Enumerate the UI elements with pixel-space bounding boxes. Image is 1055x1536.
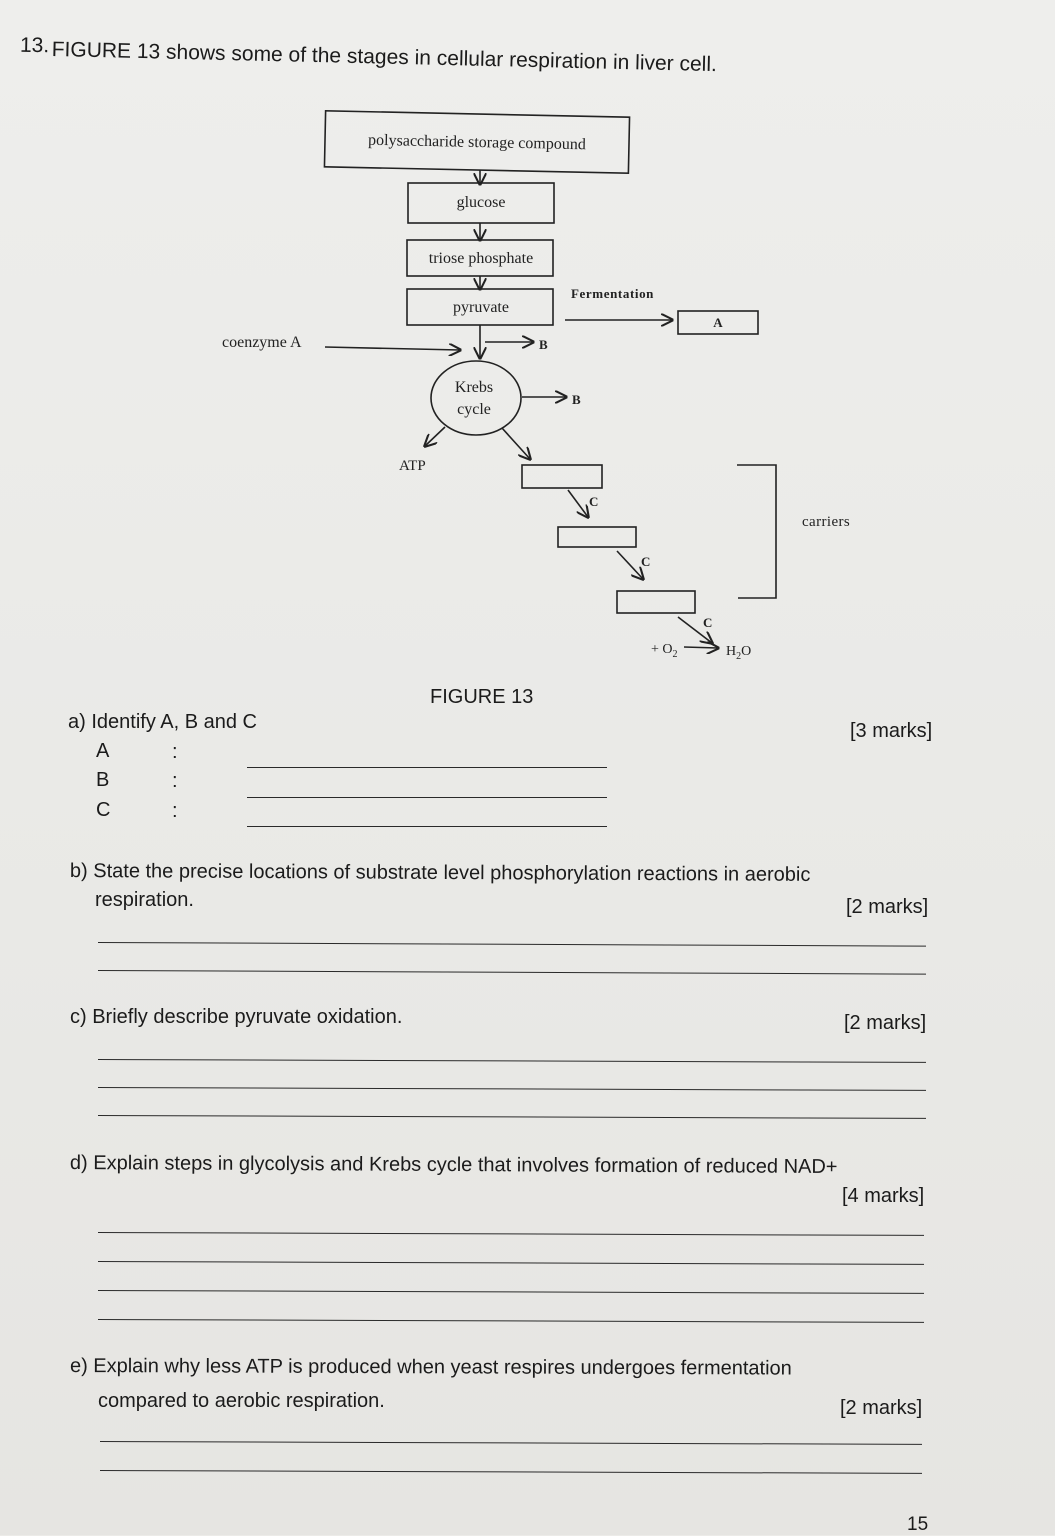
pyruvate-label: pyruvate xyxy=(453,299,509,316)
polysaccharide-label: polysaccharide storage compound xyxy=(367,131,586,154)
part-b-question-line2: respiration. xyxy=(95,889,194,911)
answer-line-c[interactable] xyxy=(247,826,607,827)
question-intro: FIGURE 13 shows some of the stages in cellular respiration in liver cell. xyxy=(51,38,718,77)
answer-colon-c: : xyxy=(172,800,178,822)
respiration-diagram xyxy=(0,0,1055,700)
part-b-answer-line-1[interactable] xyxy=(98,942,926,947)
answer-label-a: A xyxy=(96,740,110,762)
part-c-answer-line-1[interactable] xyxy=(98,1059,926,1063)
b-label-2: B xyxy=(572,392,581,407)
b-label-1: B xyxy=(539,337,548,352)
coenzyme-a-label: coenzyme A xyxy=(222,334,302,351)
part-c-marks: [2 marks] xyxy=(844,1012,927,1034)
part-b-question-line1: b) State the precise locations of substrate level phosphorylation reactions in aerobic xyxy=(69,860,811,886)
answer-line-a[interactable] xyxy=(247,767,607,768)
part-b-answer-line-2[interactable] xyxy=(98,970,926,975)
glucose-label: glucose xyxy=(456,194,506,211)
answer-box-a-label: A xyxy=(713,315,723,330)
figure-caption: FIGURE 13 xyxy=(430,686,534,708)
water-label: $H_2O$ xyxy=(726,644,752,662)
krebs-label: Krebs xyxy=(454,379,494,396)
part-c-question: c) Briefly describe pyruvate oxidation. xyxy=(70,1006,403,1028)
oxygen-label: + $O_2$ xyxy=(651,642,678,660)
answer-label-b: B xyxy=(96,769,110,791)
carrier-box-3 xyxy=(617,591,695,613)
part-d-answer-line-1[interactable] xyxy=(98,1232,924,1236)
part-d-answer-line-2[interactable] xyxy=(98,1261,924,1265)
part-b-marks: [2 marks] xyxy=(846,896,929,918)
cycle-label: cycle xyxy=(457,401,491,418)
part-d-marks: [4 marks] xyxy=(842,1185,925,1207)
part-a-marks: [3 marks] xyxy=(850,720,933,742)
part-c-answer-line-2[interactable] xyxy=(98,1087,926,1091)
c-label-3: C xyxy=(703,615,713,630)
answer-colon-b: : xyxy=(172,770,178,792)
part-d-answer-line-3[interactable] xyxy=(98,1290,924,1294)
carriers-bracket xyxy=(737,465,776,598)
part-a-question: a) Identify A, B and C xyxy=(68,711,257,733)
carrier-box-1 xyxy=(522,465,602,488)
answer-line-b[interactable] xyxy=(247,797,607,798)
carrier-box-2 xyxy=(558,527,636,547)
question-number: 13. xyxy=(19,33,50,58)
krebs-cycle-circle xyxy=(431,361,521,435)
part-d-answer-line-4[interactable] xyxy=(98,1319,924,1323)
fermentation-label: Fermentation xyxy=(571,286,655,301)
c-label-2: C xyxy=(641,554,651,569)
triose-phosphate-label: triose phosphate xyxy=(428,250,534,267)
answer-label-c: C xyxy=(96,799,111,821)
part-e-question-line1: e) Explain why less ATP is produced when yeast respires undergoes fermentation xyxy=(69,1355,792,1380)
carriers-label: carriers xyxy=(802,514,851,530)
part-e-marks: [2 marks] xyxy=(840,1397,923,1419)
part-e-answer-line-1[interactable] xyxy=(100,1441,922,1445)
answer-colon-a: : xyxy=(172,741,178,763)
page-number: 15 xyxy=(907,1514,929,1535)
part-d-question: d) Explain steps in glycolysis and Krebs cycle that involves formation of reduced NAD+ xyxy=(69,1152,838,1179)
c-label-1: C xyxy=(589,494,599,509)
part-e-answer-line-2[interactable] xyxy=(100,1470,922,1474)
part-c-answer-line-3[interactable] xyxy=(98,1115,926,1119)
atp-label: ATP xyxy=(399,458,426,474)
part-e-question-line2: compared to aerobic respiration. xyxy=(98,1390,385,1412)
